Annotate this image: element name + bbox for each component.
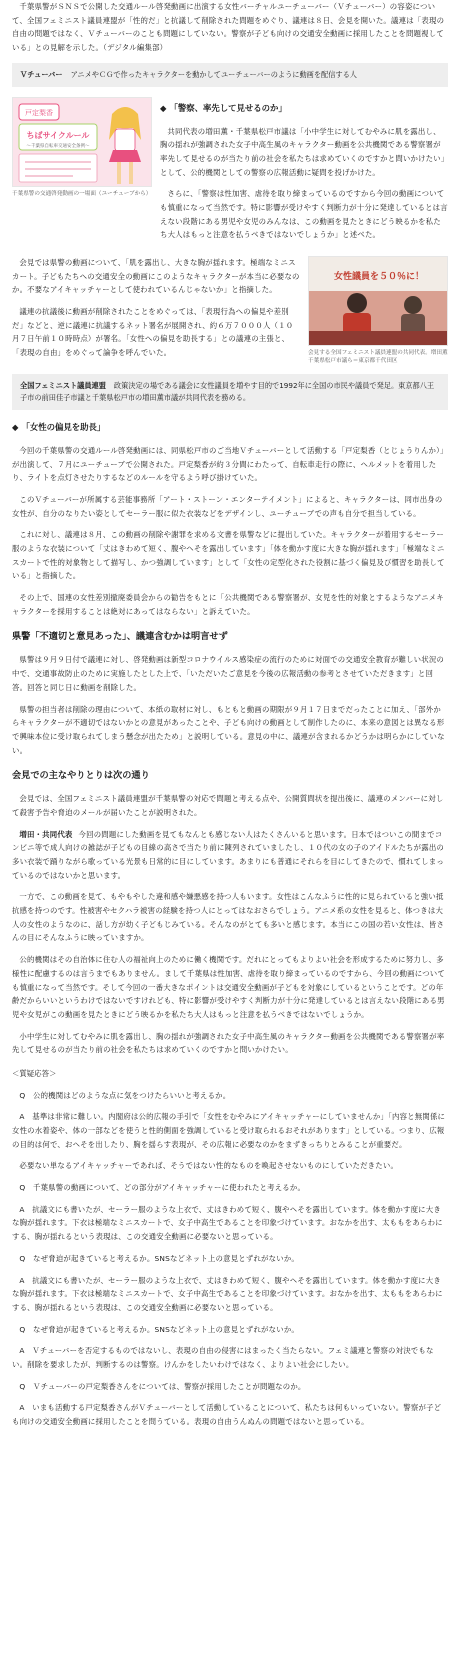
qa-question: Q 千葉県警の動画について、どの部分がアイキャッチャーに使われたと考えるか。 (19, 1183, 306, 1193)
organization-box (12, 374, 448, 410)
qa-answer: A 基準は非常に難しい。内閣府は公的広報の手引で「女性をむやみにアイキャッチャーにしていませんか」「内容と無関係に女性の水着姿や、体の一部などを使うと性的側面を強調していると受け取られるおそれがあります」としている。つまり、広報の目的は何で、おヘそを出したり、胸を揺らす表現が、その広報に必要なのかをまずきっちりとみることが重要だ。 (12, 1112, 446, 1149)
organization-name: 全国フェミニスト議員連盟 (20, 380, 106, 390)
qa-question: Q Ｖチューバーの戸定梨香さんをについては、警察が採用したことが問題なのか。 (19, 1381, 306, 1391)
qa-question: Q 公的機関はどのような点に気をつけたらいいと考えるか。 (19, 1090, 231, 1100)
paragraph: さらに、「警察は性加害、虐待を取り締まっているのですから今回の動画についても慎重になって当然です。特に影響が受けやすく判断力が十分に発達しているとは言えない段階にある男児や女児のみんなは、この動画を見たときにどう映るかを私たち大人はもっと注意を払うべきではないでしょうか」と述べた。 (160, 189, 448, 240)
figure-2 (308, 256, 448, 368)
section-1-lead (160, 97, 448, 250)
press-conference-photo (308, 256, 448, 346)
paragraph: このＶチューバーが所属する芸能事務所「アート・ストーン・エンターテイメント」によると、キャラクターは、同市出身の女性が、自分のなりたい姿としてセーラー服に似た衣装などをデザインし、ユーチューブでの声も自分で担当している。 (12, 494, 443, 518)
paragraph: 小中学生に対してむやみに肌を露出し、胸の揺れが強調された女子中高生風のキャラクター動画を公共機関である警察署が率先して見せるのが当たり前の社会を私たちは求めていくのですかと問いかけたい。 (12, 1031, 445, 1055)
paragraph: これに対し、議連は８月、この動画の削除や謝罪を求める文書を県警などに提出していた。キャラクターが着用するセーラー服のような衣装について「丈はきわめて短く、腹やヘそを露出しています」「体を動かす度に大きな胸が揺れます」「極端なミニスカートで性的対象物として描写し、かつ強調しています」として「女性の定型化された役割に基づく偏見及び慣習を助長している」と指摘した。 (12, 530, 445, 581)
qa-answer: A Ｖチューバーを否定するものではないし、表現の自由の侵害にはまったく当たらない。フェミ議連と警察の対決でもない。削除を要求したが、判断するのは警察。けんかをしたいわけではなく、よりよい社会にしたい。 (12, 1346, 434, 1369)
figure-1 (12, 97, 152, 250)
banner-sub-text: 〜千葉県自転車交通安全条例〜 (26, 143, 90, 149)
section-4-heading: 会見での主なやりとりは次の通り (12, 770, 150, 782)
organization-description: 政策決定の場である議会に女性議員を増やす目的で1992年に全国の市民や議員で発足。東京都八王子市の前田佳子市議と千葉県松戸市の増田薫市議が共同代表を務める。 (20, 380, 435, 403)
qa-answer: A 抗議文にも書いたが、セーラー服のような上衣で、丈はきわめて短く、腹やヘそを露出しています。体を動かす度に大きな胸が揺れます。下衣は極端なミニスカートで、女子中高生であることを印象づけています。おなかを出す、太ももをあらわにする、胸が揺れるという表現は、この交通安全動画に必要ないと思っている。 (12, 1204, 443, 1242)
term-definition-box (12, 63, 448, 87)
paragraph: 会見では県警の動画について、「肌を露出し、大きな胸が揺れます。極端なミニスカート。子どもたちへの交通安全の動画にこのようなキャラクターが本当に必要なのか。不要なアイキャッチャーとして使われているんじゃないか」と指摘した。 (12, 258, 300, 295)
paragraph: 今回の千葉県警の交通ルール啓発動画には、同県松戸市のご当地Ｖチューバーとして活動する「戸定梨香（とじょうりんか）」が出演して、７月にユーチューブで公開された。戸定梨香が約３分間にわたって、自転車走行の際に、ヘルメットを着用したり、ライトを点灯させたりするなどのルールを守るよう呼び掛けていた。 (12, 445, 448, 483)
qa-question: Q なぜ脅迫が起きていると考えるか。SNSなどネット上の意見とずれがないか。 (19, 1253, 300, 1263)
section-1-continued (12, 256, 300, 368)
banner-top-text: 戸定梨香 (25, 108, 53, 117)
qa-label: ＜質疑応答＞ (12, 1068, 57, 1078)
press-conference-image (309, 257, 448, 346)
figure-row-1 (12, 97, 448, 250)
speaker-label: 増田・共同代表 (19, 829, 73, 839)
diamond-icon: ◆ (160, 102, 167, 113)
qa-answer: A いまも活動する戸定梨香さんがＶチューバーとして活動していることについて、私たちは何もいっていない。警察が子ども向けの交通安全動画に採用したことを問うている。表現の自由うんぬんの問題ではないと思っている。 (12, 1403, 442, 1427)
term-label: Ｖチューバー (20, 69, 63, 79)
paragraph: 共同代表の増田薫・千葉県松戸市議は「小中学生に対してむやみに肌を露出し、胸の揺れが強調された女子中高生風のキャラクター動画を公共機関である警察署が率先して見せるのが当たり前の社会を私たちは求めていくのですかと問いかけたい」として、公的機関としての警察の広報活動に疑問を投げかけた。 (160, 126, 445, 177)
qa-answer-continued: 必要ない単なるアイキャッチャーであれば、そうではない性的なものを喚起させないものにしていただきたい。 (19, 1161, 399, 1171)
anime-character-image (13, 98, 152, 187)
figure-2-caption: 会見する全国フェミニスト議員連盟の共同代表。増田薫千葉県松戸市議ら＝東京都千代田区 (308, 350, 448, 365)
section-1-heading: ◆ 「警察、率先して見せるのか」 (160, 102, 287, 113)
diamond-icon: ◆ (12, 422, 19, 433)
intro-paragraph: 千葉県警がＳＮＳで公開した交通ルール啓発動画に出演する女性バーチャルユーチューバー（Ｖチューバー）の容姿について、全国フェミニスト議員連盟が「性的だ」と抗議して削除された問題をめぐり、議連は８日、会見を開いた。議連は「表現の自由の問題ではなく、Ｖチューバーのことも問題にしていない。警察が子ども向けの交通安全動画に採用したことを問題視している」との見解を示した。（デジタル編集部） (12, 2, 445, 53)
paragraph: 会見では、全国フェミニスト議員連盟が千葉県警の対応で問題と考える点や、公開質問状を提出後に、議連のメンバーに対して殺害予告や脅迫のメールが届いたことが説明された。 (12, 794, 444, 817)
paragraph: 公的機関はその自治体に住む人の福祉向上のために働く機関です。だれにとってもよりよい社会を形成するために努力し、多様性に配慮するのは言うまでもありません。まして千葉県は性加害、虐待を取り締まっているのですから、今回の動画についても慎重になって当然です。そして今回の一番大きなポイントは交通安全動画が子どもを対象にしているということです。どの年齢だからいいというわけではないですけれども、特に影響が受けやすく判断力が十分に発達しているとは言えない段階にある男児や女児がこの動画を見たときにどう映るかを私たち大人はもっと注意を払うべきではないでしょうか。 (12, 955, 445, 1019)
banner-text: 女性議員を５０％に！ (333, 272, 425, 283)
statement-paragraph: 増田・共同代表 今回の問題にした動画を見てもなんとも感じない人はたくさんいると思います。日本ではついこの間までコンビニ等で成人向けの雑誌が子どもの目線の高さで当たり前に陳列されていましたし、１０代の女の子のアイドルたちが露出の多い衣装で踊りながら歌っている光景も日常的に目にしています。あまりにも普通にそれらを目にしてきたので、慣れてしまっているのではないかと思います。 (12, 829, 445, 880)
figure-1-caption: 千葉県警の交通啓発動画の一場面（ユーチューブから） (12, 190, 152, 197)
figure-row-2 (12, 256, 448, 368)
paragraph: 一方で、この動画を見て、もやもやした違和感や嫌悪感を持つ人もいます。女性はこんなふうに性的に見られていると強い抵抗感を持つのです。性被害やセクハラ被害の経験を持つ人にとってはなおさらでしょう。アニメ系の女性を見ると、体つきは大人の女性のようなのに、話し方が幼く子どもじみている。そんなのがとても多いと感じます。本当にこの国の若い女性は、皆さんの目にそんなふうに映っていますか。 (12, 892, 445, 943)
qa-list (12, 1089, 448, 1429)
paragraph: その上で、国連の女性差別撤廃委員会からの勧告をもとに「公共機関である警察署が、女児を性的対象とするようなアニメキャラクターを採用することは絶対にあってはならない」と訴えていた。 (12, 593, 444, 616)
paragraph: 議連の抗議後に動画が削除されたことをめぐっては、「表現行為への偏見や差別だ」などと、逆に議連に抗議するネット署名が展開され、約６万７０００人（１０月７日午前１０時時点）が署名。「女性への偏見を助長する」との議連の主張と、「表現の自由」をめぐって論争を呼んでいた。 (12, 307, 294, 358)
banner-title-text: ちばサイクルール (26, 130, 90, 140)
anime-video-screenshot (12, 97, 152, 187)
paragraph: 県警は９月９日付で議連に対し、啓発動画は新型コロナウイルス感染症の流行のために対面での交通安全教育が難しい状況の中で、交通事故防止のために実施したとした上で、「いただいたご意見を今後の広報活動の参考とさせていただきます」と回答。回答と同じ日に動画を削除した。 (12, 655, 445, 692)
qa-question: Q なぜ脅迫が起きていると考えるか。SNSなどネット上の意見とずれがないか。 (19, 1324, 300, 1334)
paragraph: 県警の担当者は削除の理由について、本紙の取材に対し、もともと動画の期限が９月１７日までだったことに加え、「部外からキャラクターが不適切ではないかとの意見があったことや、子ども向けの動画として制作したのに、本来の意図とは異なる形で興味本位に受け取られてしまう懸念が出たため」と説明している。意見の中に、議連が含まれるかどうかは明らかにしていない。 (12, 704, 445, 755)
term-definition: アニメやＣＧで作ったキャラクターを動かしてユーチューバーのように動画を配信する人 (70, 69, 357, 79)
section-3-heading: 県警「不適切と意見あった」、議連含むかは明言せず (12, 631, 228, 643)
section-2-heading: ◆ 「女性の偏見を助長」 (12, 422, 106, 433)
qa-answer: A 抗議文にも書いたが、セーラー服のような上衣で、丈はきわめて短く、腹やヘそを露出しています。体を動かす度に大きな胸が揺れます。下衣は極端なミニスカートで、女子中高生であることを印象づけています。おなかを出す、太ももをあらわにする、胸が揺れるという表現は、この交通安全動画に必要ないと思っている。 (12, 1275, 443, 1312)
